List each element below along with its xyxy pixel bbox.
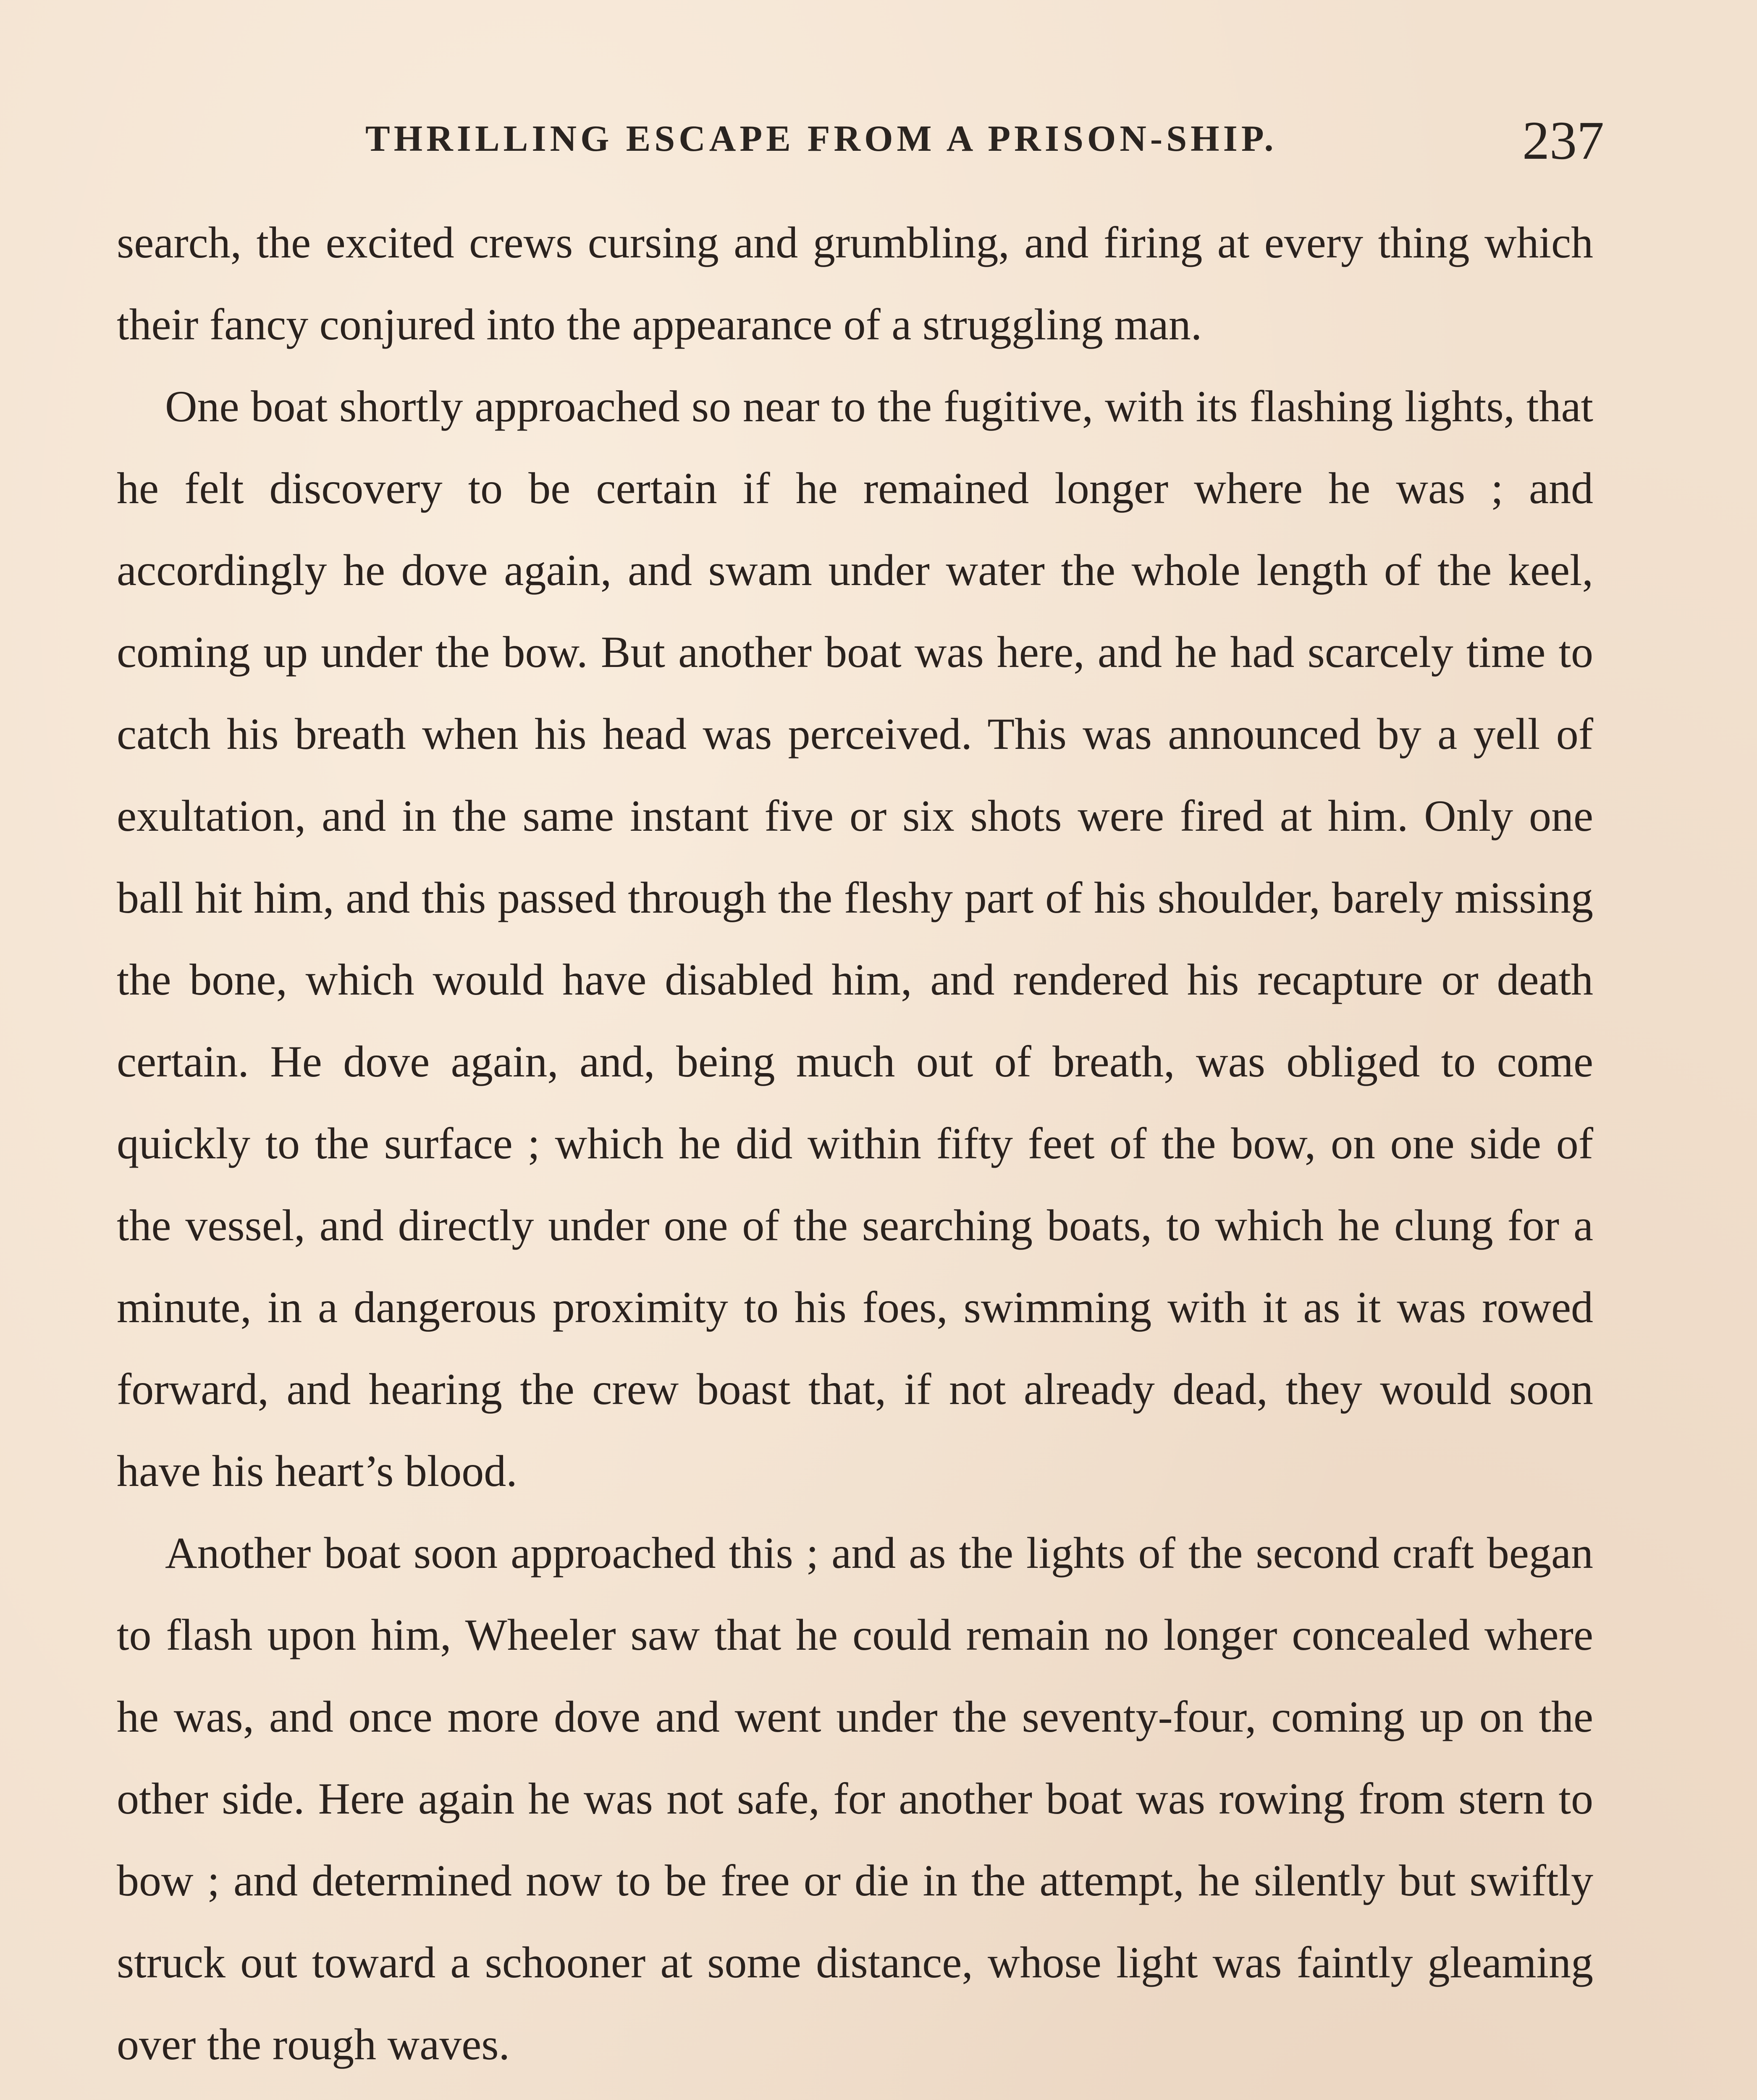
paragraph-2: One boat shortly approached so near to the fugitive, with its flashing lights, that he felt discovery to be certain if he remained longer where he was ; and accordingly he dove again, and swam under water the whole length of the keel, coming up under the bow. But another boat was here, and he had scarcely time to catch his breath when his head was perceived. This was announced by a yell of exultation, and in the same instant five or six shots were fired at him. Only one ball hit him, and this passed through the fleshy part of his shoulder, barely missing the bone, which would have disabled him, and rendered his recapture or death certain. He dove again, and, being much out of breath, was obliged to come quickly to the surface ; which he did within fifty feet of the bow, on one side of the vessel, and directly under one of the searching boats, to which he clung for a minute, in a dangerous proximity to his foes, swimming with it as it was rowed forward, and hearing the crew boast that, if not already dead, they would soon have his heart’s blood. — [117, 382, 1593, 1496]
running-header — [118, 105, 1604, 176]
running-title: THRILLING ESCAPE FROM A PRISON-SHIP. — [365, 118, 1277, 159]
page-number: 237 — [1522, 110, 1604, 171]
paragraph-3: Another boat soon approached this ; and as the lights of the second craft began to flash upon him, Wheeler saw that he could remain no longer concealed where he was, and once more dove and went under the seventy-four, coming up on the other side. Here again he was not safe, for another boat was rowing from stern to bow ; and determined now to be free or die in the attempt, he silently but swiftly struck out toward a schooner at some distance, whose light was faintly gleaming over the rough waves. — [117, 1528, 1593, 2069]
body-text — [117, 202, 1593, 2100]
paragraph-4 — [117, 2085, 1593, 2100]
paragraph-1: search, the excited crews cursing and grumbling, and firing at every thing which their fancy conjured into the appearance of a struggling man. — [117, 218, 1593, 349]
